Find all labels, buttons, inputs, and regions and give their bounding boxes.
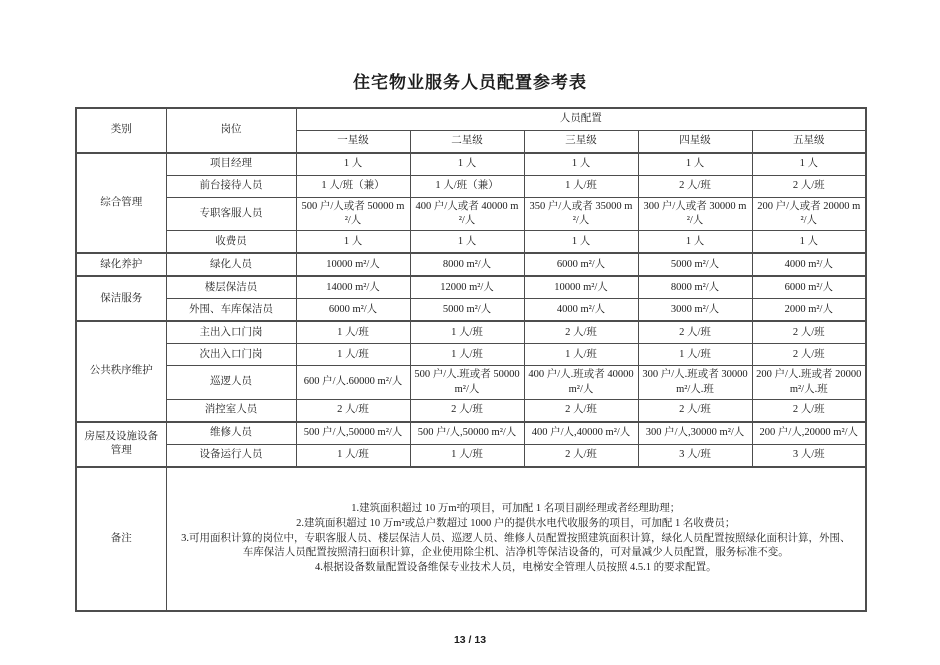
value-cell: 300 户/人,30000 m²/人 (638, 422, 752, 445)
remarks-cell (166, 467, 866, 611)
table-body (76, 153, 866, 611)
table-row (76, 198, 866, 231)
table-row (76, 399, 866, 422)
remarks-row (76, 467, 866, 611)
remarks-line: 2.建筑面积超过 10 万m²或总户数超过 1000 户的提供水电代收服务的项目，可加配 1 名收费员； (296, 517, 736, 529)
value-cell: 14000 m²/人 (296, 276, 410, 299)
table-row (76, 366, 866, 399)
table-row (76, 253, 866, 276)
value-cell: 4000 m²/人 (524, 299, 638, 322)
value-cell: 6000 m²/人 (296, 299, 410, 322)
value-cell: 1 人/班 (524, 344, 638, 366)
value-cell: 2 人/班 (752, 344, 866, 366)
value-cell: 2 人/班 (524, 399, 638, 422)
value-cell: 1 人/班 (296, 444, 410, 467)
value-cell: 1 人/班 (524, 176, 638, 198)
value-cell: 500 户/人,50000 m²/人 (296, 422, 410, 445)
value-cell: 200 户/人,20000 m²/人 (752, 422, 866, 445)
value-cell: 1 人/班（兼） (296, 176, 410, 198)
value-cell: 400 户/人,40000 m²/人 (524, 422, 638, 445)
position-cell: 专职客服人员 (166, 198, 296, 231)
staffing-table (75, 107, 867, 612)
value-cell: 2 人/班 (410, 399, 524, 422)
position-cell: 项目经理 (166, 153, 296, 176)
value-cell: 1 人 (524, 153, 638, 176)
value-cell: 6000 m²/人 (752, 276, 866, 299)
position-cell: 外围、车库保洁员 (166, 299, 296, 322)
value-cell: 2 人/班 (752, 321, 866, 344)
header-level-4: 四星级 (638, 131, 752, 154)
value-cell: 1 人 (410, 153, 524, 176)
value-cell: 1 人/班 (410, 321, 524, 344)
header-level-1: 一星级 (296, 131, 410, 154)
value-cell: 2 人/班 (524, 321, 638, 344)
value-cell: 200 户/人.班或者 20000 m²/人.班 (752, 366, 866, 399)
category-cell: 公共秩序维护 (76, 321, 166, 421)
header-category: 类别 (76, 108, 166, 153)
value-cell: 1 人 (752, 231, 866, 254)
value-cell: 10000 m²/人 (296, 253, 410, 276)
table-row (76, 444, 866, 467)
table-container (75, 107, 865, 612)
value-cell: 8000 m²/人 (410, 253, 524, 276)
value-cell: 5000 m²/人 (638, 253, 752, 276)
value-cell: 400 户/人或者 40000 m²/人 (410, 198, 524, 231)
table-row (76, 422, 866, 445)
table-row (76, 153, 866, 176)
value-cell: 12000 m²/人 (410, 276, 524, 299)
value-cell: 1 人 (638, 153, 752, 176)
header-position: 岗位 (166, 108, 296, 153)
value-cell: 1 人/班 (638, 344, 752, 366)
value-cell: 6000 m²/人 (524, 253, 638, 276)
value-cell: 500 户/人.班或者 50000 m²/人 (410, 366, 524, 399)
position-cell: 收费员 (166, 231, 296, 254)
value-cell: 4000 m²/人 (752, 253, 866, 276)
value-cell: 1 人 (638, 231, 752, 254)
page-title: 住宅物业服务人员配置参考表 (353, 73, 587, 92)
value-cell: 3000 m²/人 (638, 299, 752, 322)
value-cell: 2 人/班 (752, 176, 866, 198)
value-cell: 400 户/人.班或者 40000 m²/人 (524, 366, 638, 399)
remarks-label-cell: 备注 (76, 467, 166, 611)
header-row-1 (76, 108, 866, 131)
category-cell: 保洁服务 (76, 276, 166, 321)
value-cell: 500 户/人,50000 m²/人 (410, 422, 524, 445)
position-cell: 前台接待人员 (166, 176, 296, 198)
table-row (76, 299, 866, 322)
value-cell: 1 人/班（兼） (410, 176, 524, 198)
value-cell: 2 人/班 (638, 399, 752, 422)
position-cell: 消控室人员 (166, 399, 296, 422)
value-cell: 1 人 (752, 153, 866, 176)
value-cell: 2 人/班 (638, 176, 752, 198)
category-cell: 综合管理 (76, 153, 166, 253)
category-cell: 绿化养护 (76, 253, 166, 276)
header-level-2: 二星级 (410, 131, 524, 154)
value-cell: 1 人 (296, 153, 410, 176)
table-row (76, 176, 866, 198)
header-level-5: 五星级 (752, 131, 866, 154)
value-cell: 1 人/班 (296, 344, 410, 366)
position-cell: 楼层保洁员 (166, 276, 296, 299)
value-cell: 300 户/人或者 30000 m²/人 (638, 198, 752, 231)
value-cell: 1 人 (296, 231, 410, 254)
value-cell: 1 人 (410, 231, 524, 254)
value-cell: 600 户/人.60000 m²/人 (296, 366, 410, 399)
table-row (76, 321, 866, 344)
value-cell: 5000 m²/人 (410, 299, 524, 322)
value-cell: 350 户/人或者 35000 m²/人 (524, 198, 638, 231)
remarks-line: 3.可用面积计算的岗位中，专职客服人员、楼层保洁人员、巡逻人员、维修人员配置按照建筑面积计算，绿化人员配置按照绿化面积计算，外围、车库保洁人员配置按照清扫面积计算，企业使用除尘机、洁净机等保洁设备的，可对量减少人员配置，服务标准不变。 (181, 533, 851, 559)
value-cell: 2 人/班 (638, 321, 752, 344)
position-cell: 绿化人员 (166, 253, 296, 276)
position-cell: 巡逻人员 (166, 366, 296, 399)
value-cell: 10000 m²/人 (524, 276, 638, 299)
value-cell: 3 人/班 (638, 444, 752, 467)
value-cell: 3 人/班 (752, 444, 866, 467)
position-cell: 主出入口门岗 (166, 321, 296, 344)
table-row (76, 344, 866, 366)
value-cell: 2000 m²/人 (752, 299, 866, 322)
position-cell: 次出入口门岗 (166, 344, 296, 366)
value-cell: 300 户/人.班或者 30000 m²/人.班 (638, 366, 752, 399)
category-cell: 房屋及设施设备管理 (76, 422, 166, 467)
page-number: 13 / 13 (453, 633, 487, 646)
value-cell: 2 人/班 (524, 444, 638, 467)
position-cell: 设备运行人员 (166, 444, 296, 467)
table-row (76, 231, 866, 254)
remarks-line: 1.建筑面积超过 10 万m²的项目，可加配 1 名项目副经理或者经理助理； (351, 502, 681, 514)
position-cell: 维修人员 (166, 422, 296, 445)
value-cell: 1 人/班 (296, 321, 410, 344)
value-cell: 1 人 (524, 231, 638, 254)
value-cell: 500 户/人或者 50000 m²/人 (296, 198, 410, 231)
value-cell: 2 人/班 (752, 399, 866, 422)
value-cell: 200 户/人或者 20000 m²/人 (752, 198, 866, 231)
remarks-line: 4.根据设备数量配置设备维保专业技术人员，电梯安全管理人员按照 4.5.1 的要求配置。 (314, 562, 717, 574)
header-level-3: 三星级 (524, 131, 638, 154)
value-cell: 2 人/班 (296, 399, 410, 422)
value-cell: 1 人/班 (410, 444, 524, 467)
value-cell: 1 人/班 (410, 344, 524, 366)
value-cell: 8000 m²/人 (638, 276, 752, 299)
header-staffing: 人员配置 (296, 108, 866, 131)
table-row (76, 276, 866, 299)
